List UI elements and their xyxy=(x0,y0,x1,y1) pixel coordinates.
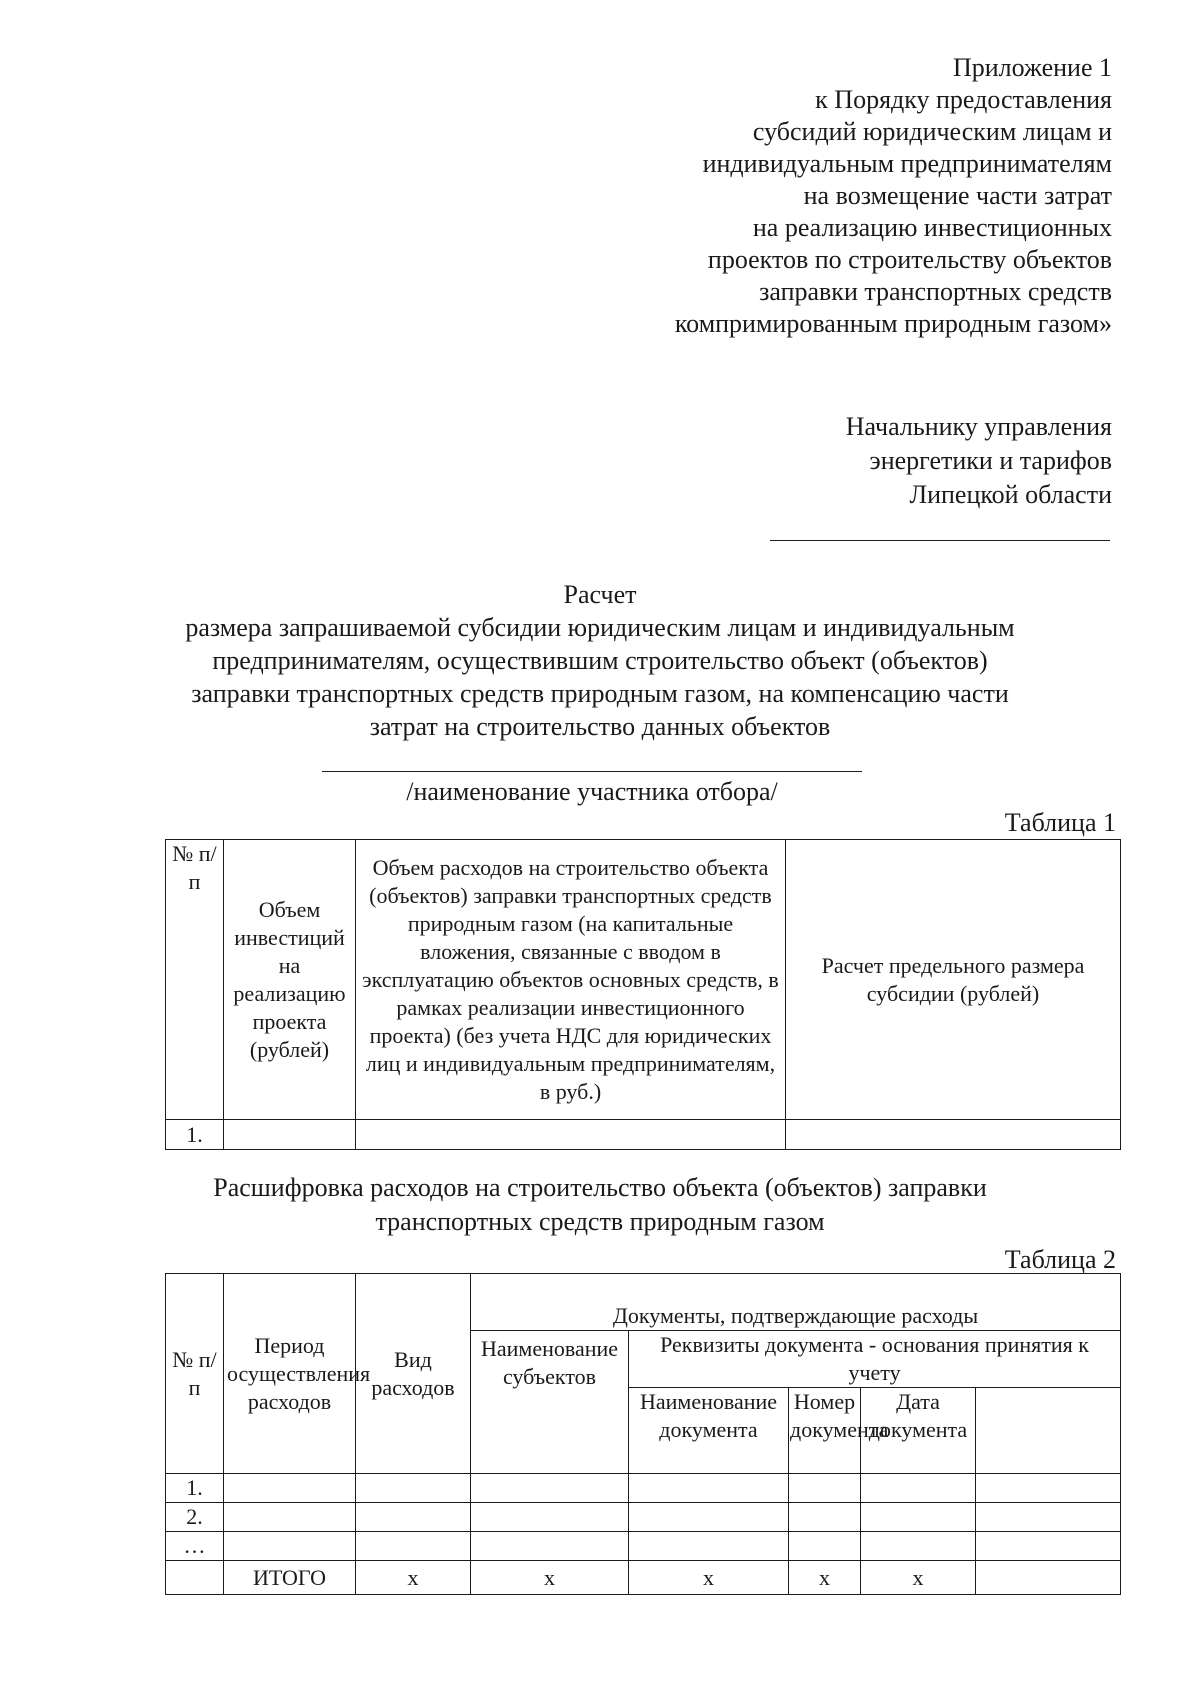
appendix-line: Приложение 1 xyxy=(952,53,1112,82)
table-row xyxy=(166,1503,1121,1532)
appendix-line: проектов по строительству объектов xyxy=(707,245,1112,274)
total-row xyxy=(166,1561,1121,1595)
addressee-block xyxy=(712,410,1112,512)
addressee-line: Липецкой области xyxy=(909,480,1112,509)
document-title xyxy=(150,578,1050,743)
table-1 xyxy=(165,839,1121,1150)
addressee-line: энергетики и тарифов xyxy=(869,446,1112,475)
header-doc-number: Номер документа xyxy=(789,1388,861,1474)
table2-label: Таблица 2 xyxy=(1004,1245,1116,1274)
header-investment: Объем инвестиций на реализацию проекта (рублей) xyxy=(224,840,356,1120)
cell-num: 2. xyxy=(166,1503,224,1532)
table2-title xyxy=(150,1171,1050,1239)
participant-caption: /наименование участника отбора/ xyxy=(406,777,778,806)
addressee-line: Начальнику управления xyxy=(845,412,1112,441)
total-doc-number: х xyxy=(789,1561,861,1595)
title-line: Расчет xyxy=(563,580,637,609)
title-line: размера запрашиваемой субсидии юридическим лицам и индивидуальным xyxy=(185,613,1015,642)
header-doc-date: Дата документа xyxy=(861,1388,976,1474)
header-num: № п/п xyxy=(166,840,224,1120)
total-doc-date: х xyxy=(861,1561,976,1595)
subtitle-line: Расшифровка расходов на строительство объекта (объектов) заправки xyxy=(213,1173,987,1202)
table-2 xyxy=(165,1273,1121,1595)
header-entities: Наименование субъектов xyxy=(471,1331,629,1474)
title-line: заправки транспортных средств природным газом, на компенсацию части xyxy=(191,679,1009,708)
header-expenses: Объем расходов на строительство объекта (объектов) заправки транспортных средств природным газом (на капитальные вложения, связанные с вводом в эксплуатацию объектов основных средств, в рамках реализации инвестиционного проекта) (без учета НДС для юридических лиц и индивидуальным предпринимателям, в руб.) xyxy=(356,840,786,1120)
total-label: ИТОГО xyxy=(224,1561,356,1595)
cell-num: 1. xyxy=(166,1120,224,1150)
header-type: Вид расходов xyxy=(356,1274,471,1474)
appendix-line: к Порядку предоставления xyxy=(815,85,1112,114)
cell-investment xyxy=(224,1120,356,1150)
cell-num: 1. xyxy=(166,1474,224,1503)
header-requisites-group: Реквизиты документа - основания принятия к учету xyxy=(629,1331,1121,1388)
table-row xyxy=(166,1474,1121,1503)
appendix-line: на возмещение части затрат xyxy=(803,181,1112,210)
subtitle-line: транспортных средств природным газом xyxy=(375,1207,825,1236)
cell-expenses xyxy=(356,1120,786,1150)
addressee-signature-line xyxy=(770,540,1110,541)
total-entities: х xyxy=(471,1561,629,1595)
title-line: предпринимателям, осуществившим строительство объект (объектов) xyxy=(212,646,988,675)
header-documents-group: Документы, подтверждающие расходы xyxy=(471,1274,1121,1331)
header-num: № п/п xyxy=(166,1274,224,1474)
appendix-line: на реализацию инвестиционных xyxy=(752,213,1112,242)
appendix-line: индивидуальным предпринимателям xyxy=(702,149,1112,178)
appendix-line: субсидий юридическим лицам и xyxy=(752,117,1112,146)
appendix-line: заправки транспортных средств xyxy=(759,277,1112,306)
appendix-header xyxy=(492,52,1112,340)
cell-limit xyxy=(786,1120,1121,1150)
header-doc-name: Наименование документа xyxy=(629,1388,789,1474)
total-doc-name: х xyxy=(629,1561,789,1595)
total-type: х xyxy=(356,1561,471,1595)
title-line: затрат на строительство данных объектов xyxy=(369,712,831,741)
table-row xyxy=(166,1120,1121,1150)
header-period: Период осуществления расходов xyxy=(224,1274,356,1474)
table-row xyxy=(166,1532,1121,1561)
header-limit: Расчет предельного размера субсидии (рублей) xyxy=(786,840,1121,1120)
cell-num: … xyxy=(166,1532,224,1561)
table1-label: Таблица 1 xyxy=(1004,808,1116,837)
participant-name-line xyxy=(322,771,862,772)
appendix-line: компримированным природным газом» xyxy=(674,309,1112,338)
